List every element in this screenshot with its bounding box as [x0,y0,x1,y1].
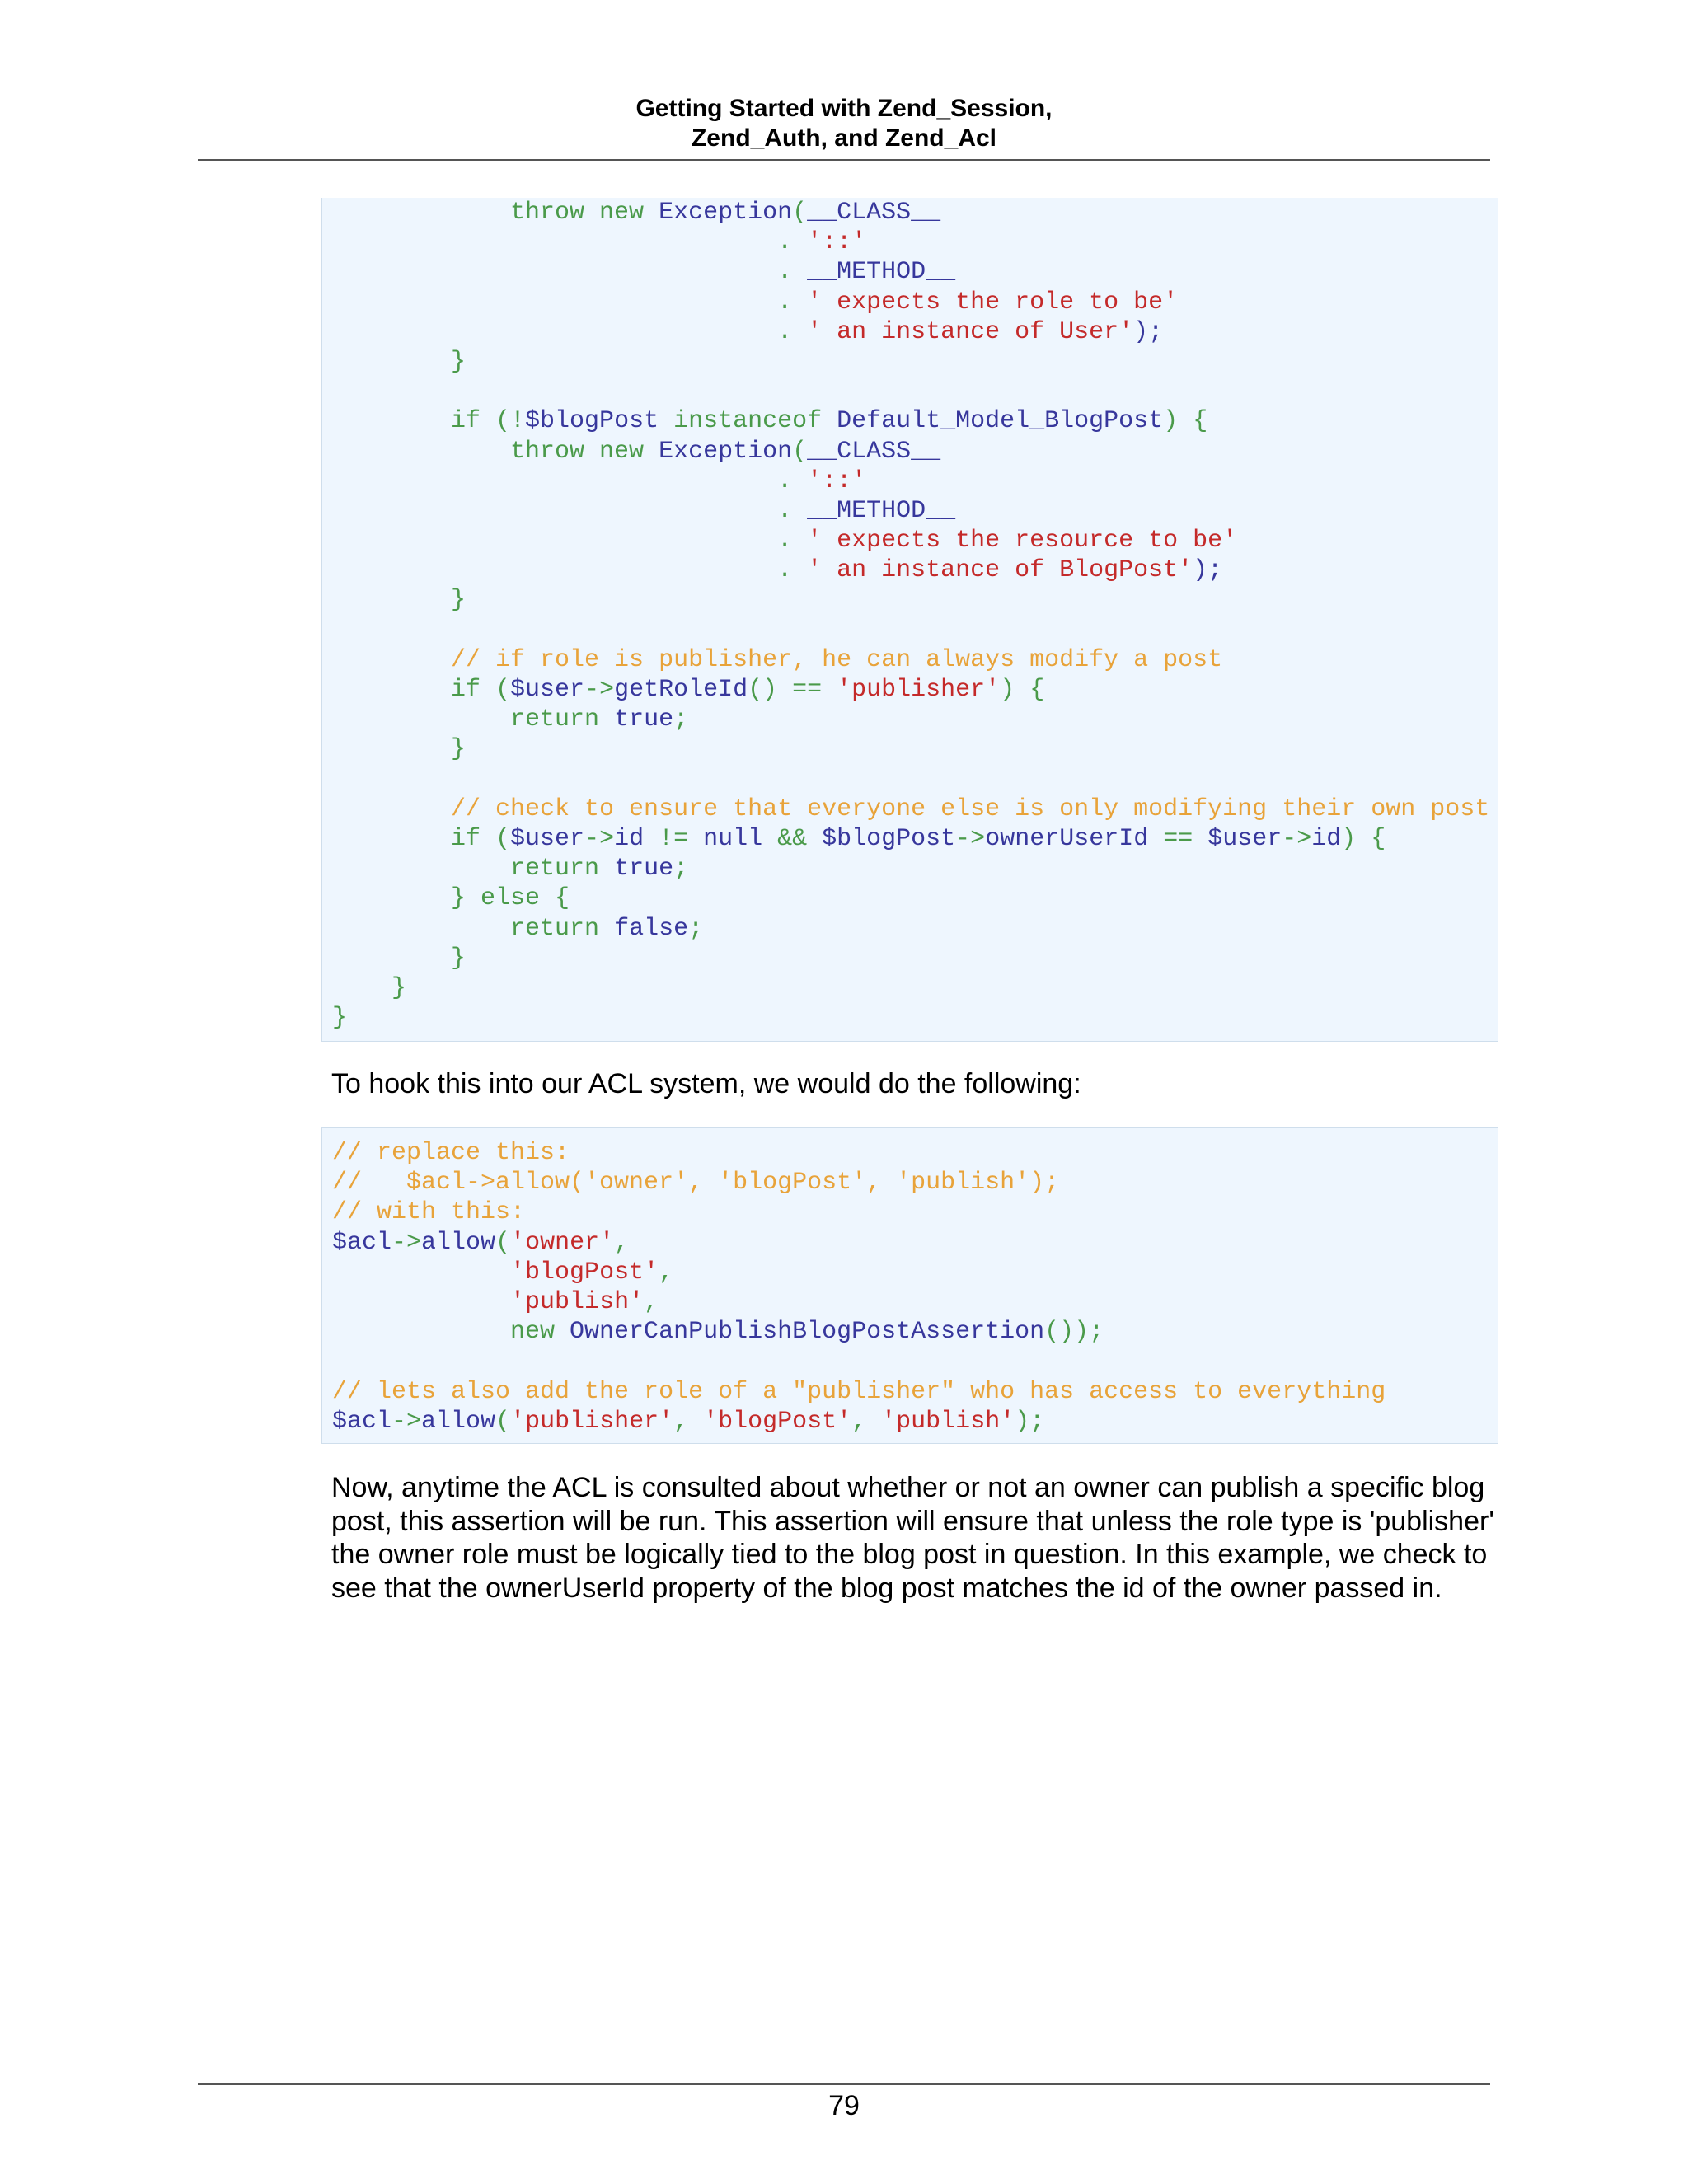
code-line [332,1168,1498,1197]
code-token: __METHOD__ [807,496,956,525]
running-header [198,94,1490,153]
code-token: && [762,824,823,853]
code-token: instanceof [659,407,837,436]
code-token: 'publisher' [510,1407,674,1436]
code-line [332,705,1498,734]
code-token: // lets also add the role of a "publisher" who has access to everything [332,1377,1386,1406]
code-line [332,1197,1498,1227]
code-token: ; [688,914,704,943]
code-token: -> [584,676,615,704]
code-token: null [703,824,763,853]
code-line [332,794,1498,824]
code-line [332,526,1498,555]
code-token: . [332,527,808,555]
code-token: () == [748,676,837,704]
code-token: -> [392,1407,422,1436]
code-line [332,437,1498,466]
code-token: 'owner' [510,1228,615,1257]
code-token: $user [510,824,585,853]
code-token: . [332,288,808,316]
code-line [332,1287,1498,1317]
code-line [332,1138,1498,1168]
code-token: } [332,347,467,376]
code-token: , [673,1407,704,1436]
code-token: ' an instance of BlogPost' [807,556,1193,585]
code-line [332,317,1498,347]
code-token: . [332,228,808,257]
code-token: . [332,258,808,287]
code-line [332,1003,1498,1033]
code-line [332,585,1498,615]
code-token: ownerUserId [985,824,1149,853]
code-token: } [332,586,467,615]
code-token: , [614,1228,630,1257]
code-token: . [332,466,808,495]
code-token: // $acl->allow('owner', 'blogPost', 'publish'); [332,1169,1060,1197]
code-token: 'publish' [881,1407,1015,1436]
code-token: ) { [1163,407,1208,436]
code-line [332,347,1498,377]
code-token: . [332,496,808,525]
code-line [332,765,1498,794]
code-token: // replace this: [332,1139,570,1167]
code-token: -> [584,824,615,853]
code-line [332,406,1498,436]
code-line [332,645,1498,675]
code-token: Default_Model_BlogPost [837,407,1164,436]
code-token: ); [1133,317,1164,346]
code-token: '::' [807,466,867,495]
code-token: ); [1193,556,1223,585]
code-line [332,883,1498,913]
code-line [332,466,1498,496]
code-line [332,496,1498,526]
code-token: -> [392,1228,422,1257]
paragraph-explanation: Now, anytime the ACL is consulted about whether or not an owner can publish a specific blog post, this assertion will be run. This assertion will ensure that unless the role type is 'publisher' the owner role must be logically tied to the blog post in question. In this example, we check to see that the ownerUserId property of the blog post matches the id of the owner passed in. [331,1472,1494,1604]
code-token: $blogPost [822,824,956,853]
code-line [332,854,1498,883]
code-token: false [614,914,689,943]
code-token: ( [792,199,808,227]
code-token: OwnerCanPublishBlogPostAssertion [570,1318,1045,1347]
code-token: ' expects the role to be' [807,288,1179,316]
code-line [332,377,1498,406]
paragraph-hook-acl: To hook this into our ACL system, we would do the following: [331,1068,1081,1099]
code-line [332,198,1498,227]
code-line [332,1377,1498,1407]
code-token: ' an instance of User' [807,317,1134,346]
code-token: __METHOD__ [807,258,956,287]
header-title-line-1: Getting Started with Zend_Session, [635,95,1053,122]
code-token: } [332,944,467,972]
code-token: // if role is publisher, he can always modify a post [332,645,1223,674]
code-token: $user [1207,824,1282,853]
code-token: 'blogPost' [703,1407,852,1436]
code-token: 'publish' [510,1287,645,1316]
code-token: true [614,855,674,883]
code-token: ; [673,855,689,883]
code-token: 'publisher' [837,676,1001,704]
header-rule [198,159,1490,161]
code-token: } [332,973,407,1002]
code-line [332,1317,1498,1347]
code-token: return [332,705,615,734]
code-token: $blogPost [525,407,659,436]
code-token: } [332,1004,348,1033]
code-line [332,944,1498,973]
code-token: // check to ensure that everyone else is only modifying their own post [332,794,1490,823]
code-block-assertion [321,198,1498,1042]
code-line [332,257,1498,287]
page-number: 79 [828,2090,860,2121]
code-block-acl-allow [321,1127,1498,1444]
code-token: , [659,1258,674,1286]
code-token: throw new [332,199,659,227]
code-token: ); [1015,1407,1045,1436]
code-token: return [332,914,615,943]
code-token: ' expects the resource to be' [807,527,1238,555]
code-token: if ( [332,676,511,704]
code-line [332,1347,1498,1376]
code-token: return [332,855,615,883]
code-line [332,675,1498,705]
code-token: __CLASS__ [807,199,941,227]
code-token: ) { [1000,676,1045,704]
code-token: if (! [332,407,526,436]
code-line [332,1407,1498,1436]
code-token: ; [673,705,689,734]
code-token: } [332,735,467,764]
code-token: '::' [807,228,867,257]
code-line [332,734,1498,764]
code-token: -> [1282,824,1312,853]
code-line [332,616,1498,645]
code-token: ( [792,437,808,466]
code-line [332,973,1498,1003]
code-token: // with this: [332,1198,526,1227]
code-token: . [332,556,808,585]
code-line [332,555,1498,585]
code-token: ( [495,1228,511,1257]
code-line [332,1228,1498,1258]
code-token: . [332,317,808,346]
code-token: -> [955,824,986,853]
footer-rule [198,2083,1490,2085]
code-token: getRoleId [614,676,748,704]
code-token: $user [510,676,585,704]
code-token: if ( [332,824,511,853]
code-line [332,227,1498,257]
code-token: id [614,824,645,853]
code-token: , [851,1407,882,1436]
code-token: allow [421,1228,496,1257]
code-token: __CLASS__ [807,437,941,466]
code-token: 'blogPost' [510,1258,659,1286]
code-token: $acl [332,1407,392,1436]
code-token: != [644,824,704,853]
code-token: == [1148,824,1208,853]
code-token: id [1311,824,1342,853]
code-token: allow [421,1407,496,1436]
code-token: throw new [332,437,659,466]
code-token: Exception [659,199,793,227]
code-token [332,1288,510,1316]
code-token: Exception [659,437,793,466]
code-line [332,288,1498,317]
code-token: } else { [332,884,570,913]
code-token: $acl [332,1228,392,1257]
code-token: , [644,1287,659,1316]
code-token: new [332,1318,570,1347]
code-token: ( [495,1407,511,1436]
code-token: ()); [1044,1318,1104,1347]
code-token: true [614,705,674,734]
header-title-line-2: Zend_Auth, and Zend_Acl [691,124,997,152]
code-line [332,824,1498,854]
code-token [332,1258,510,1286]
code-line [332,914,1498,944]
code-token: ) { [1341,824,1386,853]
code-line [332,1258,1498,1287]
